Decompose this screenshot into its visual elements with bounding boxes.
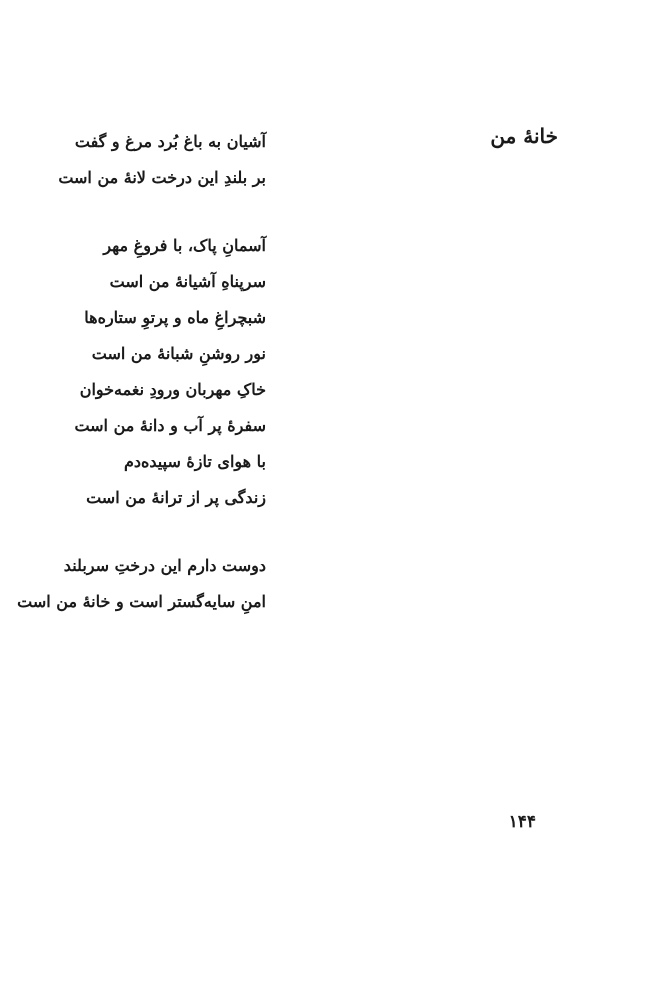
poem-line: امنِ سایه‌گستر است و خانهٔ من است	[17, 592, 266, 611]
poem-body	[17, 124, 266, 652]
poem-line: با هوای تازهٔ سپیده‌دم	[123, 452, 266, 471]
stanza-3	[17, 548, 266, 620]
stanza-2	[26, 228, 266, 516]
page-number: ۱۴۴	[508, 812, 536, 832]
poem-line: دوست دارم این درختِ سربلند	[63, 556, 266, 575]
poem-line: شبچراغِ ماه و پرتوِ ستاره‌ها	[84, 308, 266, 327]
poem-line: زندگی پر از ترانهٔ من است	[86, 488, 266, 507]
poem-line: آسمانِ پاک، با فروغِ مهر	[103, 236, 266, 255]
stanza-1	[26, 124, 266, 196]
poem-line: نور روشنِ شبانهٔ من است	[91, 344, 266, 363]
poem-line: سرپناهِ آشیانهٔ من است	[109, 272, 266, 291]
poem-line: بر بلندِ این درخت لانهٔ من است	[58, 168, 266, 187]
poem-title: خانهٔ من	[490, 124, 558, 148]
poem-line: آشیان به باغ بُرد مرغ و گفت	[74, 132, 266, 151]
poem-line: سفرهٔ پر آب و دانهٔ من است	[74, 416, 266, 435]
poem-line: خاکِ مهربان ورودِ نغمه‌خوان	[79, 380, 266, 399]
